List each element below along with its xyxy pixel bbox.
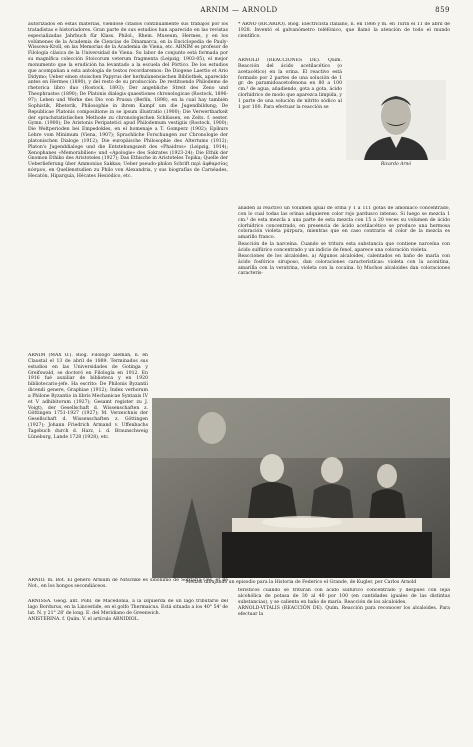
- arnim-max-entry: ARNIM (MAX O.). Biog. Filólogo alemán, n. en Claustal el 13 de abril de 1889. Terminados sus estudios en las Universidades de Gotinga y Greifswald, se doctoró en Filología en 1912. En 1916 fué auxiliar de biblioteca y en 1920 bibliotecario-jefe. Ha escrito: De Philonis Byzantii dicendi genere, Graphiae (1912); Index verborum a Philone Byzantio in libris Mechanicae Syntaxis IV et V adhibitorum (1927); Gesamt register zu J. Voigt), der Gesellschaft d. Wissenschaften z. Göttingen 1751-1927 (1927); M. Verzeichnis der Gesellschaft d. Wissenschaften z. Göttingen (1927); Johann Friedrich Armand v. Uffenbachs Tagebuch durch d. Harz, i. d. Braunschweig Lüneburg, Lande 1728 (1928), etc.: [28, 353, 148, 440]
- narceina-reaction: Reacción de la narceína. Cuando se tritura esta substancia que contiene narceína con ácido sulfúrico concentrado y un indicio de fenol, aparece una coloración violeta.: [238, 241, 450, 253]
- illustration-image: [152, 398, 450, 578]
- arnio-entry: ARNIO. m. Bot. El género Arnium de Nitschke es sinónimo de Sordaria Ces. et de Not., en los hongos secondiáceos.: [28, 578, 228, 589]
- illustration-caption: Menzel dibujando un episodio para la Historia de Federico el Grande, de Kugler, por Carlos Arnold: [185, 580, 417, 585]
- page-header: [28, 6, 450, 18]
- arnold-vitalis-entry: ARNOLD-VITALIS (REACCIÓN DE). Quím. Reacción para reconocer los alcaloides. Para efectuar la: [238, 606, 450, 617]
- left-column-intro: [28, 22, 228, 353]
- alcaloides-reaction: Reacciones de los alcaloides. a) Algunos alcaloides, calentados en baño de maría con ácido fosfórico siruposo, dan coloraciones características: violeta con la aconitina, amarilla con la veratrina, violeta con la cocaína. b) Muchos alcaloides dan coloraciones caracterís-: [238, 253, 450, 277]
- right-column-arno: [238, 22, 450, 54]
- arnold-reaction-continued: añaden al reactivo un volumen igual de orina y 1 a 111 gotas de amoníaco concentrado, con lo cual todas las orinas adquieren color rojo pardusco intenso. Si luego se mezcla 1 cm.³ de esta mezcla a una parte de esta mezcla con 15 a 20 veces su volumen de ácido clorhídrico concentrado, en presencia de ácido acetilacético se produce una hermosa coloración violeta púrpura, mientras que en caso contrario el color de la mezcla es amarillo franco.: [238, 206, 450, 241]
- portrait-image: [346, 80, 446, 160]
- running-head: ARNIM — ARNOLD: [200, 6, 278, 14]
- left-column-arnim-max: [28, 353, 148, 578]
- illustration-menzel-drawing: [152, 398, 450, 578]
- anisterina-entry: ANISTERINA. f. Quím. V. el artículo ARNIDIOL.: [28, 617, 140, 623]
- alcaloides-continued: terísticos cuando se trituran con ácido sulfúrico concentrado y después con lejía alcohólica de potasa de 30 al 40 por 100 (en cantidades iguales de las distintas substancias), y se calienta en baño de maría. Reacción de los alcaloides.: [238, 588, 450, 605]
- right-column-bottom: [238, 588, 450, 738]
- arnissa-entry: ARNISSA. Geog. ant. Pobl. de Macedonia, a la izquierda de un lago tributario del lago Bordurus, en la Lincestide, en el golfo Thermaicus. Está situada a los 40° 54' de lat. N. y 21° 28' de long. E. del Meridiano de Greenwich.: [28, 599, 228, 616]
- left-column-bottom: [28, 599, 228, 739]
- right-column-arnold-a: [238, 58, 342, 206]
- arno-entry: * ARNÓ (RICARDO). Biog. Electricista italiano, n. en 1866 y m. en Turín el 11 de abril de 1928. Inventó el galvanómetro teléfónico, que llamó la atención de todo el mundo científico.: [238, 22, 450, 39]
- portrait-ricardo-arno: [346, 80, 446, 160]
- page-number: 859: [435, 6, 450, 14]
- arnim-entry-text: autorizados en estas materias, viéndose citados continuamente sus trabajos por los tratadistas e historiadores. Gran parte de sus estudios han aparecido en las revistas especializadas Jahrbuch für Klass. Philol., Rhein. Museum, Hermes, y en los volúmenes de la Academia de Ciencias de Dinamarca, en la Enciclopedia de Pauly-Wissowa-Kroll, en las Memorias de la Academia de Viena, etc. ARNIM es profesor de Filología clásica de la Universidad de Viena. Su labor de conjunto está formada por su magnífica colección Stoicorum veterum fragmenta (Leipzig, 1903-05), el mejor monumento que la erudición ha levantado a la escuela del Pórtico. De los estudios que acompañan a esta antología de textos recordaremos: De Diogene Laertio et Ario Didymo; Ueber einen stoischen Papyrus der herkulanensischen Bibliothek, aparecido antes en Hermes (1890), y del resto de su producción: De restituendo Philodemo de rhetorica libro duo (Rostock, 1893); Der angebliche Streit des Zeno und Theophrastos (1890); De Platonis dialogis quaestiones chronologicae (Rostock, 1896-97); Leben und Werke des Dio von Prussa (Berlín, 1898), en la cual hay también Sophistik, Rhetorik, Philosophie in ihrem Kampf um die Jugendbildung; De Republicae Platonis compositione in se ipsum illustratio (1900); Die Verwertbarkeit der sprachstatistischen Methode zu chronologischen Schlüssen, en Zeits. f. oester. Gymn. (1900); De Aristonis Peripatetici apud Philodemum vestigiis (Rostock, 1900); Die Weltperioden bei Empedokles, en el homenaje a T. Gomperz (1902); Epikurs Lehre vom Minimum (Viena, 1907); Sprachliche Forschungen zur Chronologie der platonischen Dialoge (1912); Die europäische Philosophie des Altertums (1912); Platon's Jugenddialoge und die Entstehungszeit des «Phaidros» (Leipzig, 1914); Xenophanes «Memorabilien» und «Apologie» des Sokrates (1923-24); Die Ethik der Gnomon Ethiko des Aristoteles (1927); Das Ethische in Aristoteles Topika; Quelle der Ueberlieferung über Ammonius Sakkas; Ueber pseudo-philon Schrift περὶ ἀφθαρσίας κόσμου, en Quellenstudien zu Philo von Alexandria, y sus biografías de Carnéades, Hecatón, Hiparquía, Hécates Hesiódico, etc.: [28, 22, 228, 179]
- arnold-reaction-entry: ARNOLD (REACCIONES DE). Quím. Reacción del ácido acetilacético (o acetacético) en la orina. El reactivo está formado por 2 partes de una solución de 1 gr. de paramidoacetofenona en 80 a 100 cm.³ de agua, añadiendo, gota a gota, ácido clorhídrico de modo que aparezca limpida, y 1 parte de una solución de nitrito sódico al 1 por 100. Para efectuar la reacción se: [238, 58, 342, 110]
- portrait-caption: Ricardo Arnó: [380, 162, 412, 167]
- right-column-arnold-b: [238, 206, 450, 398]
